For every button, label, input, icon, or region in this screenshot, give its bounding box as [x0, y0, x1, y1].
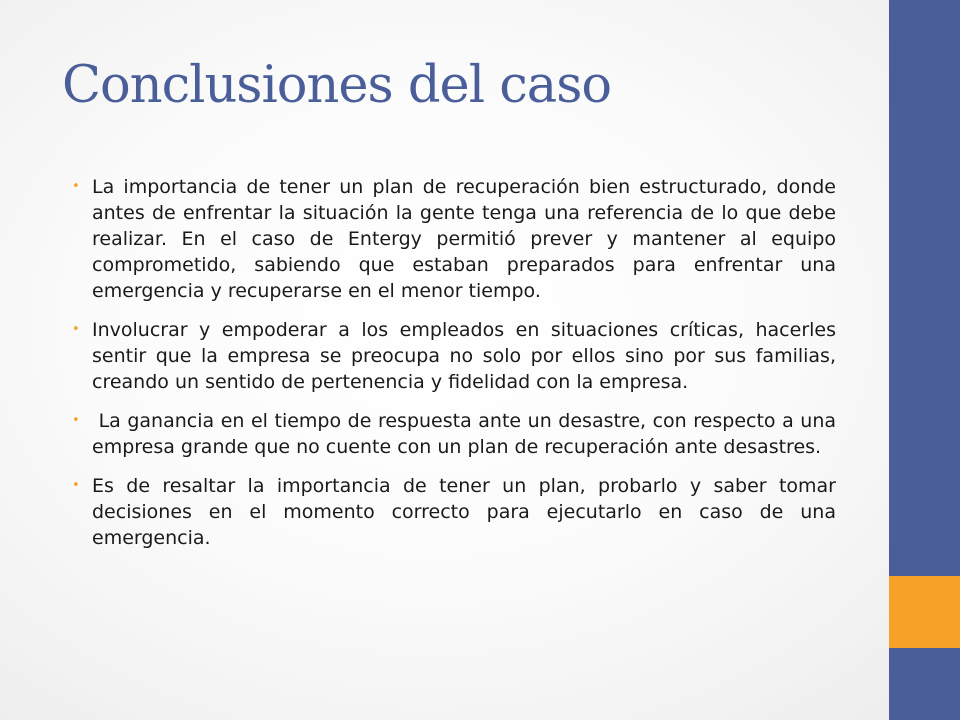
- side-accent-bar-blue: [889, 0, 960, 576]
- bullet-dot-icon: •: [72, 478, 80, 493]
- bullet-text: La importancia de tener un plan de recuperación bien estructurado, donde antes de enfrentar la situación la gente tenga una referencia de lo que debe realizar. En el caso de Entergy permitió prever y mantener al equipo comprometido, sabiendo que estaban preparados para enfrentar una emergencia y recuperarse en el menor tiempo.: [92, 176, 836, 302]
- bullet-dot-icon: •: [72, 413, 80, 428]
- bullet-item: [72, 408, 843, 460]
- bullet-dot-icon: •: [72, 322, 80, 337]
- slide-title: Conclusiones del caso: [62, 56, 612, 115]
- side-accent-bar-blue-bottom: [889, 648, 960, 720]
- bullet-item: [72, 317, 836, 395]
- bullet-text: Involucrar y empoderar a los empleados en situaciones críticas, hacerles sentir que la empresa se preocupa no solo por ellos sino por sus familias, creando un sentido de pertenencia y fidelidad con la empresa.: [92, 319, 836, 393]
- bullet-dot-icon: •: [72, 179, 80, 194]
- bullet-text: Es de resaltar la importancia de tener un plan, probarlo y saber tomar decisiones en el momento correcto para ejecutarlo en caso de una emergencia.: [92, 475, 836, 549]
- bullet-text: La ganancia en el tiempo de respuesta ante un desastre, con respecto a una empresa grande que no cuente con un plan de recuperación ante desastres.: [92, 410, 843, 458]
- bullet-list: [72, 174, 843, 564]
- bullet-item: [72, 174, 836, 304]
- bullet-item: [72, 473, 836, 551]
- side-accent-bar-orange: [889, 576, 960, 648]
